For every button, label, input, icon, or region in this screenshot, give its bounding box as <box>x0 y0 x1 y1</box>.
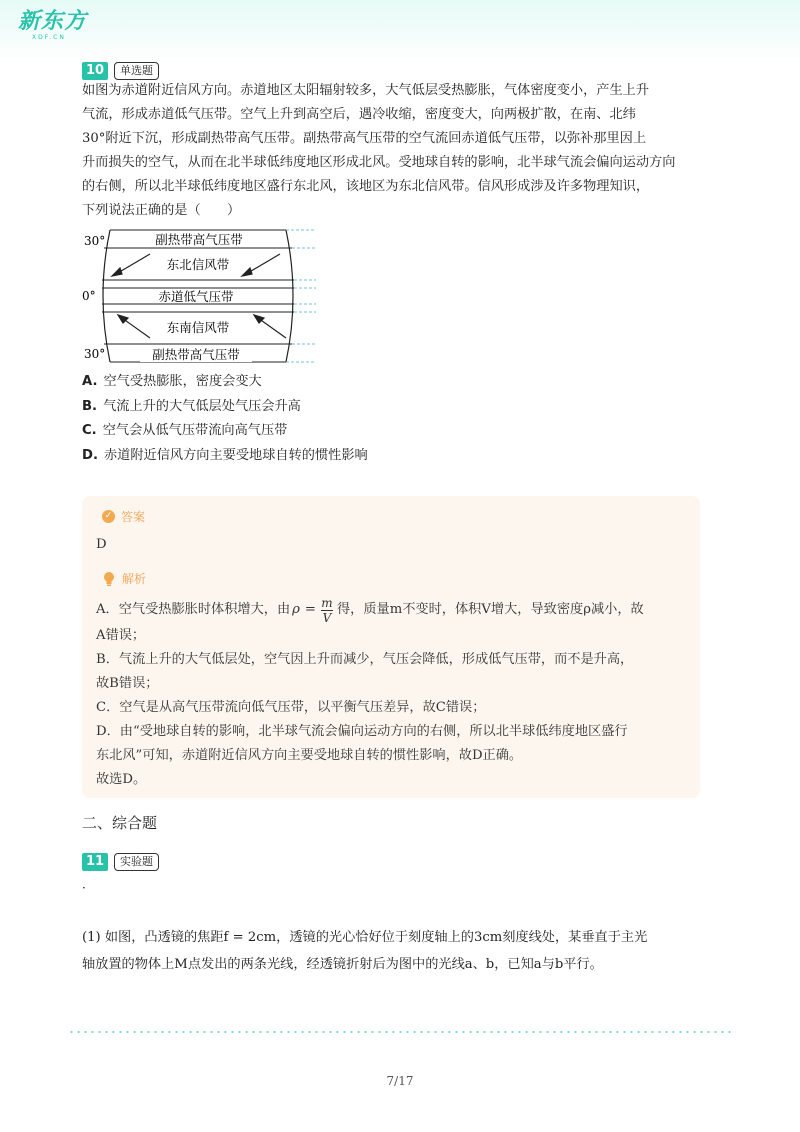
stem-line: (1) 如图，凸透镜的焦距f = 2cm，透镜的光心恰好位于刻度轴上的3cm刻度线处，某垂直于主光 <box>82 930 648 945</box>
formula-denominator: V <box>322 610 332 625</box>
section-title: 二、综合题 <box>82 814 158 832</box>
option-text: 赤道附近信风方向主要受地球自转的惯性影响 <box>103 447 368 463</box>
question-number: 10 <box>82 62 108 80</box>
lat-label-bottom: 30° <box>84 347 106 361</box>
question-type-badge: 单选题 <box>114 62 159 80</box>
option-b[interactable] <box>82 395 368 420</box>
explanation-line-a <box>96 596 644 624</box>
formula-numerator: m <box>321 595 333 610</box>
stem-line: 升而损失的空气，从而在北半球低纬度地区形成北风。受地球自转的影响，北半球气流会偏向运动方向 <box>82 155 676 170</box>
explanation-body <box>96 596 644 792</box>
answer-value: D <box>96 537 107 552</box>
stem-line: 轴放置的物体上M点发出的两条光线，经透镜折射后为图中的光线a、b，已知a与b平行。 <box>82 957 603 972</box>
formula-equals: = <box>304 602 316 617</box>
question-10-stem <box>82 79 710 223</box>
explanation-label-text: 解析 <box>122 572 147 586</box>
option-a[interactable] <box>82 370 368 395</box>
option-letter: A. <box>82 374 98 389</box>
se-trade-arrow-right <box>258 318 286 338</box>
explanation-line: A错误； <box>96 628 146 643</box>
band-label-subtropical-high-s: 副热带高气压带 <box>152 347 240 362</box>
footer-divider <box>68 1031 732 1033</box>
band-label-ne-trade: 东北信风带 <box>166 257 230 272</box>
lat-label-equator: 0° <box>82 289 96 303</box>
option-d[interactable] <box>82 444 368 469</box>
option-text: 气流上升的大气低层处气压会升高 <box>103 398 301 414</box>
explanation-line: 故B错误； <box>96 676 159 691</box>
header-band <box>0 0 800 62</box>
lat-label-top: 30° <box>84 234 106 248</box>
brand-logo <box>18 10 87 42</box>
explanation-line: 故选D。 <box>96 772 147 787</box>
explanation-line: D．由“受地球自转的影响，北半球气流会偏向运动方向的右侧，所以北半球低纬度地区盛行 <box>96 724 628 739</box>
question-type-badge: 实验题 <box>114 853 159 871</box>
explanation-line: B．气流上升的大气低层处，空气因上升而减少，气压会降低，形成低气压带，而不是升高， <box>96 652 634 667</box>
page-number: 7/17 <box>386 1074 414 1088</box>
check-icon: ✓ <box>102 510 115 523</box>
lightbulb-icon <box>102 571 116 587</box>
option-letter: C. <box>82 423 97 438</box>
se-trade-arrow-left <box>122 318 150 338</box>
question-number: 11 <box>82 853 108 871</box>
answer-label-text: 答案 <box>121 510 146 524</box>
left-boundary-curve <box>103 230 110 362</box>
right-boundary-curve <box>286 230 293 362</box>
formula-rho: ρ <box>292 602 300 617</box>
explanation-label <box>102 570 146 587</box>
stem-line: 如图为赤道附近信风方向。赤道地区太阳辐射较多，大气低层受热膨胀，气体密度变小，产生上升 <box>82 83 650 98</box>
option-letter: D. <box>82 447 98 463</box>
explanation-text: 得，质量m不变时，体积V增大，导致密度ρ减小，故 <box>336 602 644 617</box>
question-11-dot: · <box>82 881 86 895</box>
stem-line: 下列说法正确的是（ ） <box>82 203 241 218</box>
band-label-subtropical-high-n: 副热带高气压带 <box>155 232 243 247</box>
band-label-se-trade: 东南信风带 <box>166 320 230 335</box>
question-10-options <box>82 370 368 468</box>
stem-line: 的右侧，所以北半球低纬度地区盛行东北风，该地区为东北信风带。信风形成涉及许多物理知识， <box>82 179 650 194</box>
question-11-header <box>82 853 159 871</box>
question-11-stem <box>82 924 710 978</box>
option-text: 空气会从低气压带流向高气压带 <box>102 423 288 438</box>
explanation-text: A．空气受热膨胀时体积增大，由 <box>96 602 291 617</box>
brand-sub: XDF.CN <box>32 34 66 41</box>
explanation-line: C．空气是从高气压带流向低气压带，以平衡气压差异，故C错误； <box>96 700 486 715</box>
brand-name: 新东方 <box>18 9 88 34</box>
band-label-equatorial-low: 赤道低气压带 <box>158 289 234 304</box>
option-text: 空气受热膨胀，密度会变大 <box>103 374 262 389</box>
answer-box <box>82 496 700 798</box>
option-c[interactable] <box>82 419 368 444</box>
answer-label <box>102 508 145 525</box>
option-letter: B. <box>82 398 98 414</box>
stem-line: 30°附近下沉，形成副热带高气压带。副热带高气压带的空气流回赤道低气压带，以弥补那里因上 <box>82 131 647 146</box>
question-10-header <box>82 62 159 80</box>
explanation-line: 东北风”可知，赤道附近信风方向主要受地球自转的惯性影响，故D正确。 <box>96 748 523 763</box>
stem-line: 气流，形成赤道低气压带。空气上升到高空后，遇冷收缩，密度变大，向两极扩散，在南、北纬 <box>82 107 636 122</box>
trade-wind-figure <box>80 226 320 368</box>
formula-fraction <box>321 597 333 624</box>
